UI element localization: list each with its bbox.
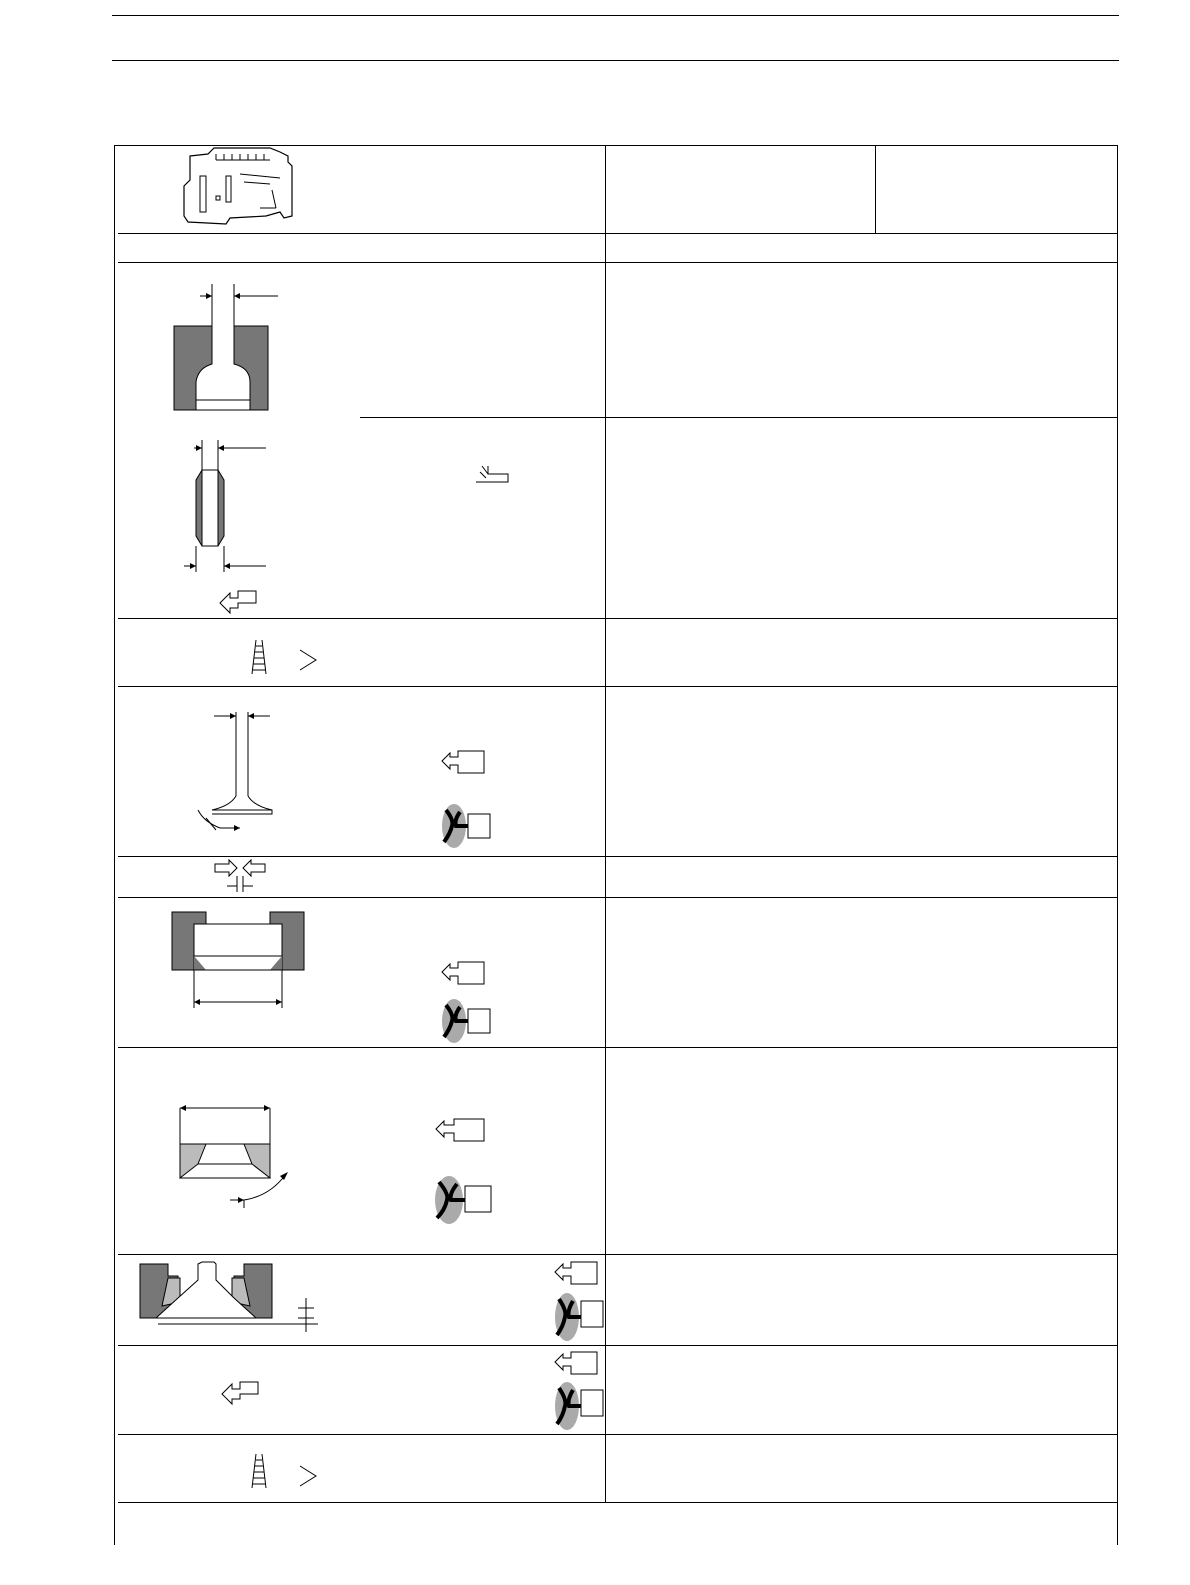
valve-guide-bore-diagram bbox=[170, 284, 290, 414]
row-divider bbox=[360, 417, 1117, 418]
row-divider bbox=[118, 686, 1117, 687]
table-right-divider bbox=[875, 145, 876, 233]
table-left-border bbox=[114, 145, 115, 1545]
lubricant-icon bbox=[440, 993, 492, 1045]
insert-arrow-icon bbox=[440, 747, 488, 775]
row-divider bbox=[118, 1047, 1117, 1048]
row-divider bbox=[118, 233, 1117, 234]
table-middle-divider bbox=[605, 145, 606, 1503]
header-bottom-rule bbox=[112, 60, 1119, 61]
insert-arrow-icon bbox=[440, 958, 488, 986]
chisel-icon bbox=[472, 462, 512, 488]
table-right-border bbox=[1117, 145, 1118, 1545]
insert-arrow-icon bbox=[218, 587, 258, 613]
clearance-arrows-icon bbox=[213, 860, 267, 892]
lubricant-icon bbox=[433, 1170, 493, 1226]
valve-recess-diagram bbox=[138, 1258, 318, 1338]
row-divider bbox=[118, 1434, 1117, 1435]
lubricant-icon bbox=[553, 1287, 605, 1343]
insert-arrow-icon bbox=[220, 1378, 260, 1404]
rule-gauge-icon bbox=[250, 638, 270, 676]
valve-seat-insert-diagram bbox=[170, 1100, 310, 1210]
valve-seat-bore-diagram bbox=[170, 910, 310, 1010]
valve-stem-diagram bbox=[190, 706, 290, 836]
header-top-rule bbox=[112, 15, 1119, 16]
row-divider bbox=[118, 897, 1117, 898]
row-divider bbox=[118, 1502, 1117, 1503]
row-divider bbox=[118, 1254, 1117, 1255]
row-divider bbox=[118, 1345, 1117, 1346]
lubricant-icon bbox=[440, 798, 492, 850]
insert-arrow-icon bbox=[434, 1115, 486, 1143]
insert-arrow-icon bbox=[553, 1348, 601, 1376]
engine-outline-icon bbox=[180, 146, 300, 226]
row-divider bbox=[118, 262, 1117, 263]
row-divider bbox=[118, 856, 1117, 857]
valve-guide-diagram bbox=[180, 436, 280, 576]
row-divider bbox=[118, 618, 1117, 619]
greater-than-icon bbox=[298, 648, 318, 672]
lubricant-icon bbox=[553, 1376, 605, 1432]
rule-gauge-icon bbox=[250, 1452, 270, 1490]
insert-arrow-icon bbox=[553, 1258, 601, 1286]
greater-than-icon bbox=[298, 1464, 318, 1488]
